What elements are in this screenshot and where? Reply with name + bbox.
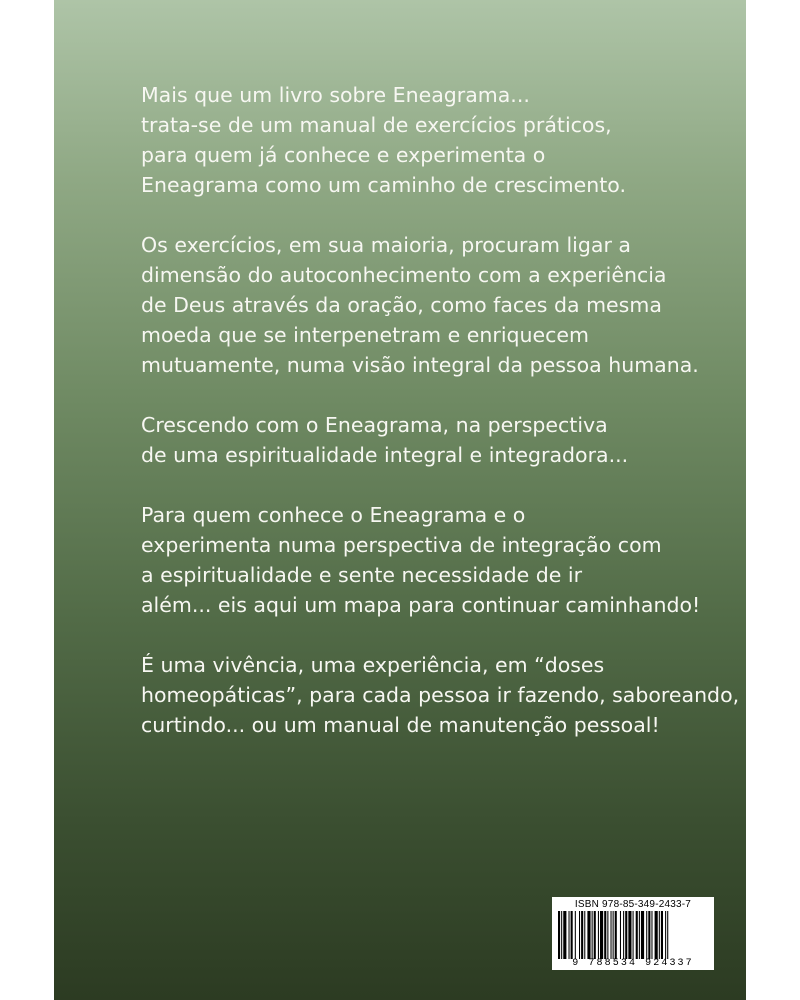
barcode-bar [639, 911, 640, 959]
barcode-bar [620, 911, 621, 959]
blurb-line: Para quem conhece o Eneagrama e o [141, 503, 526, 527]
blurb-line: Crescendo com o Eneagrama, na perspectiva [141, 413, 608, 437]
blurb-line: Os exercícios, em sua maioria, procuram ligar a [141, 233, 631, 257]
blurb-line: experimenta numa perspectiva de integração com [141, 533, 662, 557]
barcode-bar [655, 911, 658, 959]
barcode-bar [569, 911, 570, 959]
blurb-line: trata-se de um manual de exercícios práticos, [141, 113, 612, 137]
blurb-line: dimensão do autoconhecimento com a experiência [141, 263, 667, 287]
blurb-line: homeopáticas”, para cada pessoa ir fazendo, saboreando, [141, 683, 740, 707]
barcode-bar [611, 911, 612, 959]
barcode-bar [651, 911, 652, 959]
blurb-line: de uma espiritualidade integral e integradora... [141, 443, 629, 467]
barcode-bar [633, 911, 634, 959]
barcode-bar [636, 911, 638, 959]
back-cover-blurb [141, 80, 740, 770]
blurb-paragraph-5 [141, 650, 740, 740]
blurb-paragraph-4 [141, 500, 701, 620]
blurb-paragraph-2 [141, 230, 701, 380]
barcode-bars [556, 911, 710, 959]
blurb-line: para quem já conhece e experimenta o [141, 143, 546, 167]
blurb-line: curtindo... ou um manual de manutenção pessoal! [141, 713, 660, 737]
barcode-bar [625, 911, 627, 959]
barcode-bar [587, 911, 590, 959]
barcode-bar [641, 911, 644, 959]
barcode-bar [561, 911, 562, 959]
blurb-paragraph-3 [141, 410, 701, 470]
barcode-bar [615, 911, 617, 959]
blurb-line: a espiritualidade e sente necessidade de ir [141, 563, 583, 587]
barcode-bar [584, 911, 585, 959]
barcode-bar [600, 911, 603, 959]
barcode-bar [604, 911, 606, 959]
barcode-bar [623, 911, 624, 959]
barcode-bar [575, 911, 576, 959]
blurb-line: mutuamente, numa visão integral da pessoa humana. [141, 353, 699, 377]
barcode-bar [563, 911, 566, 959]
isbn-barcode [552, 897, 714, 970]
barcode-bar [592, 911, 593, 959]
barcode-bar [594, 911, 596, 959]
barcode-bar [659, 911, 660, 959]
blurb-line: É uma vivência, uma experiência, em “doses [141, 653, 605, 677]
barcode-bar [646, 911, 647, 959]
barcode-bar [598, 911, 599, 959]
blurb-line: moeda que se interpenetram e enriquecem [141, 323, 589, 347]
barcode-bar [665, 911, 666, 959]
barcode-bar [648, 911, 650, 959]
barcode-bar [667, 911, 668, 959]
barcode-bar [558, 911, 560, 959]
barcode-bar [628, 911, 631, 959]
blurb-line: de Deus através da oração, como faces da mesma [141, 293, 662, 317]
barcode-bar [661, 911, 663, 959]
barcode-bar [579, 911, 580, 959]
blurb-line: além... eis aqui um mapa para continuar caminhando! [141, 593, 701, 617]
barcode-bar [613, 911, 614, 959]
isbn-label: ISBN 978-85-349-2433-7 [574, 899, 692, 910]
barcode-digits: 9 788534 924337 [572, 958, 694, 969]
blurb-paragraph-1 [141, 80, 701, 200]
barcode-bar [571, 911, 573, 959]
barcode-bar [581, 911, 583, 959]
blurb-line: Mais que um livro sobre Eneagrama... [141, 83, 530, 107]
blurb-line: Eneagrama como um caminho de crescimento. [141, 173, 626, 197]
barcode-bar [607, 911, 608, 959]
